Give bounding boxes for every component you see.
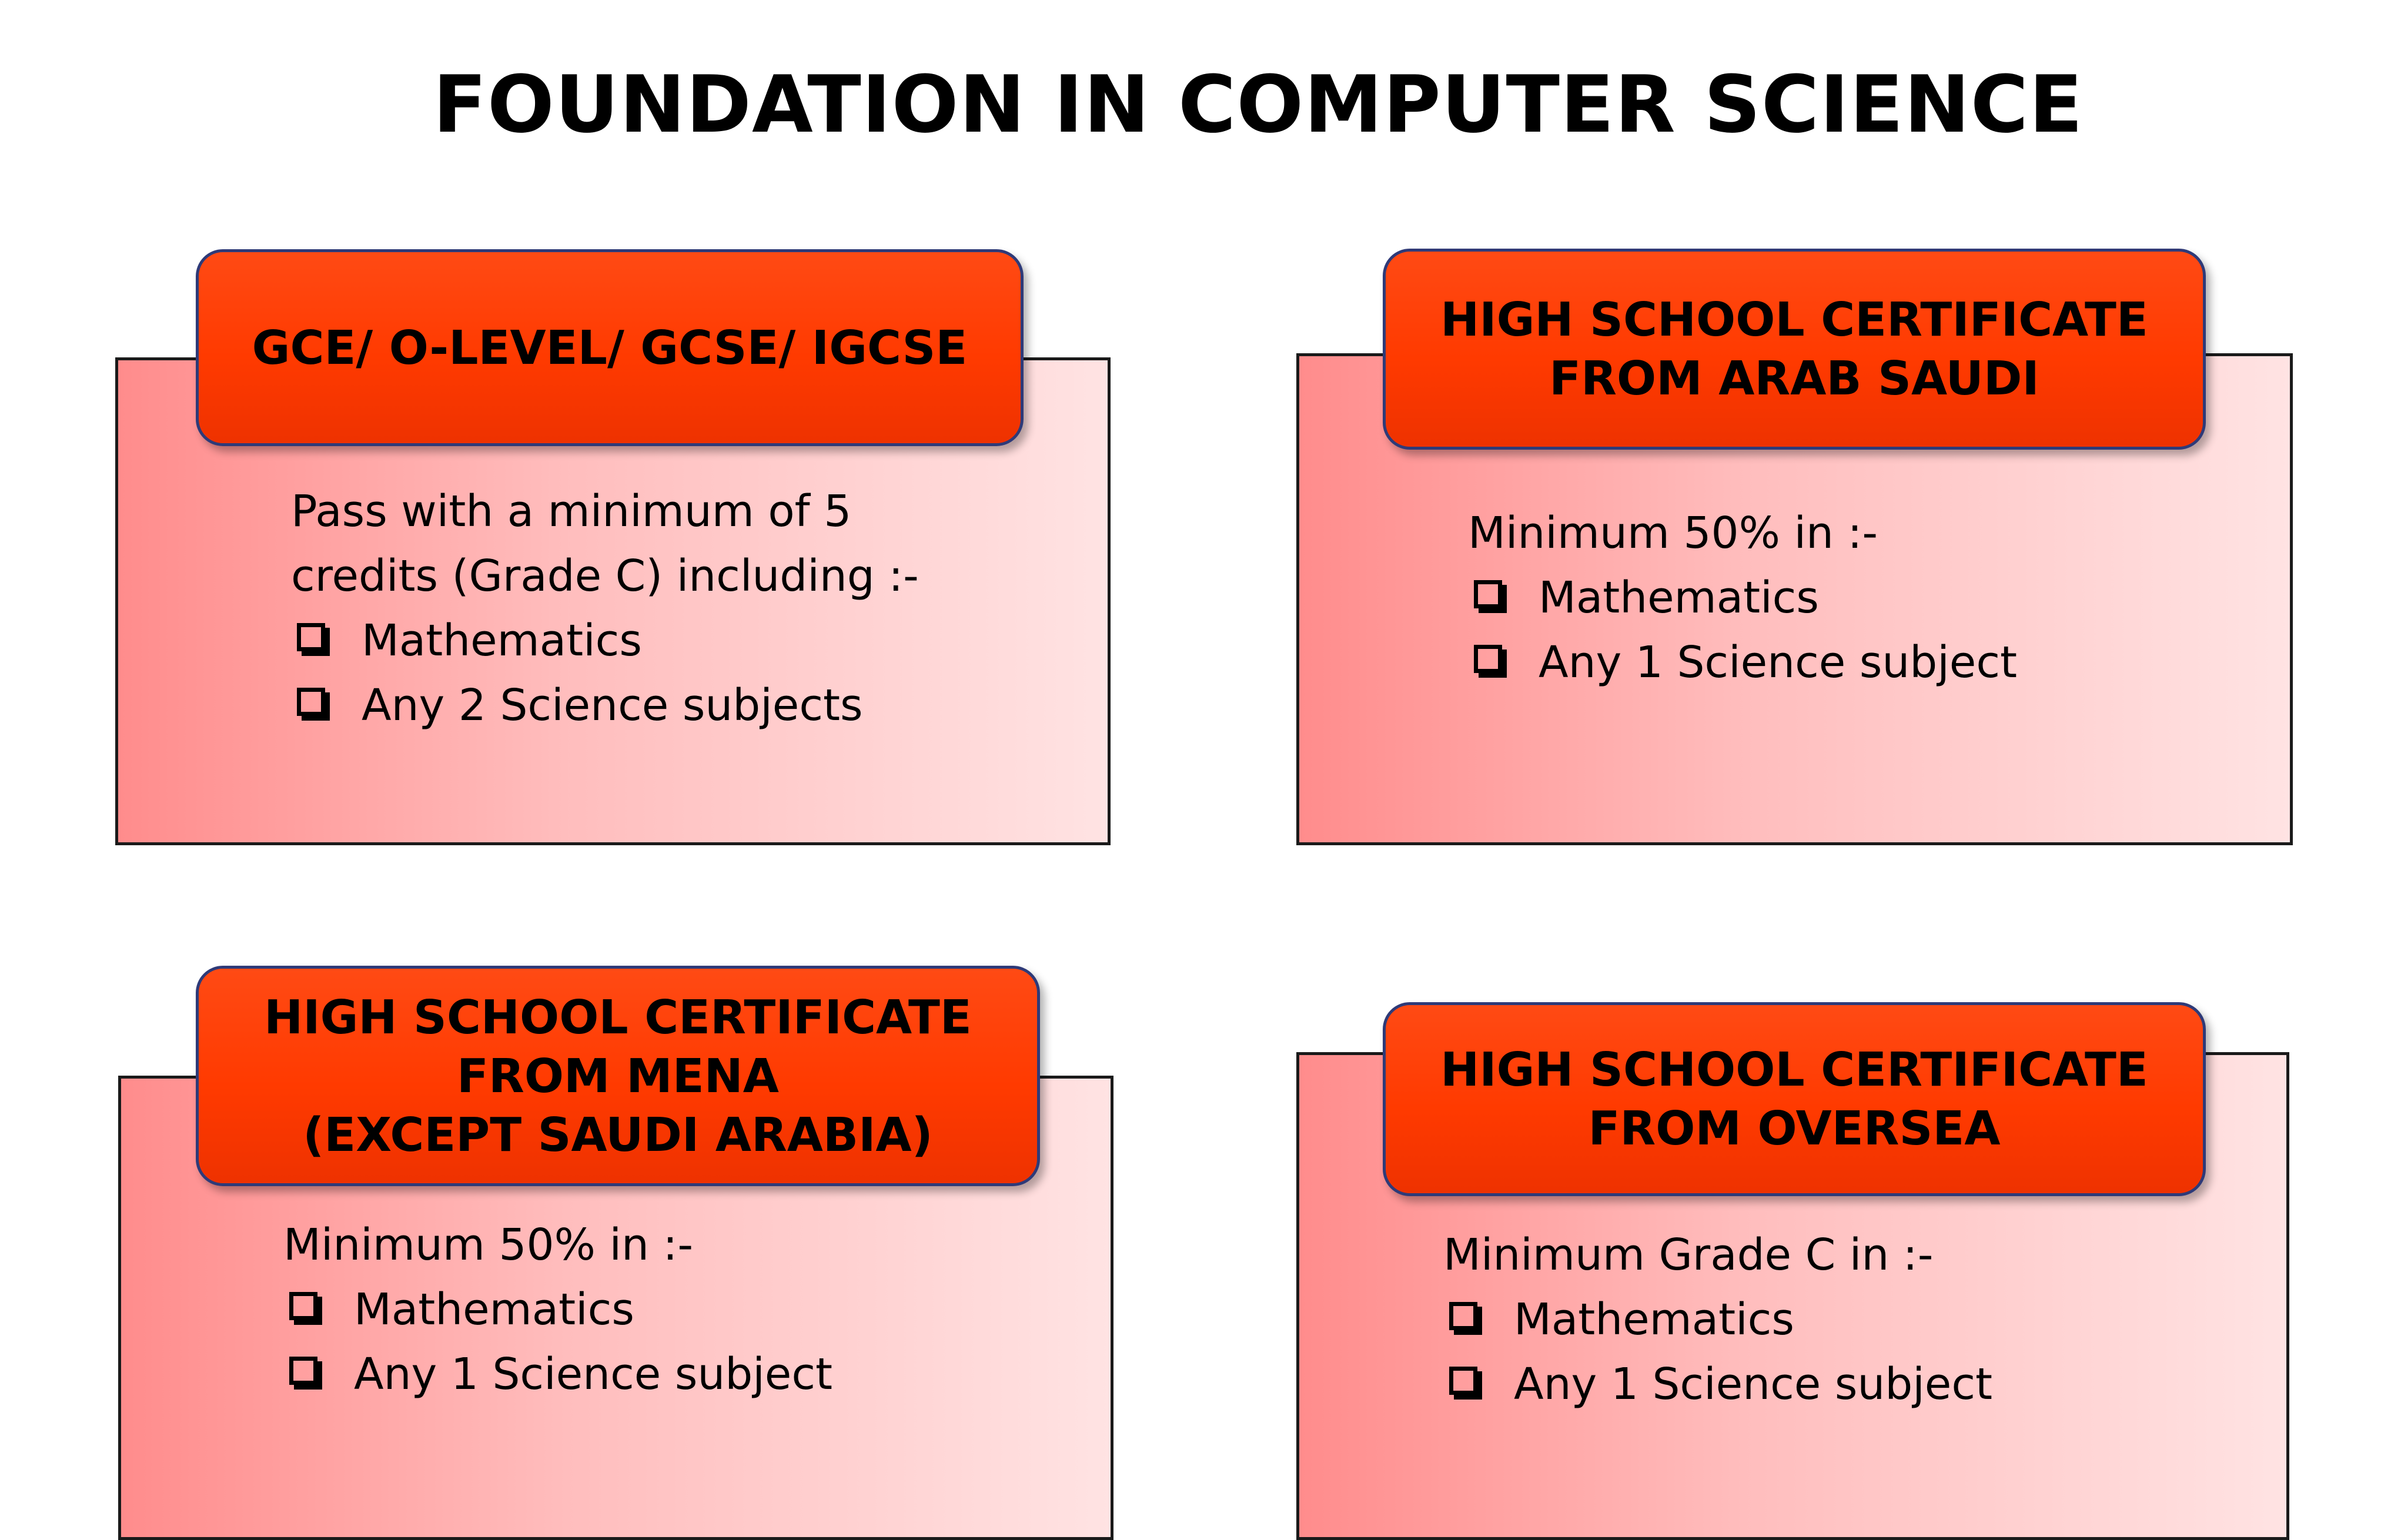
card-oversea-header [1383,1002,2206,1196]
card-gce-intro-line-2: credits (Grade C) including :- [291,551,919,601]
checkbox-icon [289,1292,317,1320]
checkbox-icon [1474,645,1502,673]
card-arab-saudi-header [1383,249,2206,450]
card-gce-intro-line-1: Pass with a minimum of 5 [291,486,852,537]
list-item [1468,565,2017,630]
list-item-label: Mathematics [1539,573,1819,623]
list-item [1468,630,2017,695]
checkbox-icon [289,1357,317,1385]
card-gce-body [291,479,919,738]
list-item-label: Mathematics [354,1284,634,1335]
page-title: FOUNDATION IN COMPUTER SCIENCE [433,59,2084,150]
card-mena-header [196,966,1040,1186]
list-item [1443,1352,1992,1417]
checkbox-icon [1449,1302,1477,1330]
list-item-label: Mathematics [362,615,642,666]
checkbox-icon [1474,580,1502,608]
card-arab-saudi-header-text: HIGH SCHOOL CERTIFICATE FROM ARAB SAUDI [1440,293,2148,406]
list-item-label: Any 1 Science subject [1514,1359,1993,1410]
card-arab-saudi-intro-line-1: Minimum 50% in :- [1468,508,1878,558]
card-mena-header-text: HIGH SCHOOL CERTIFICATE FROM MENA (EXCEPT SAUDI ARABIA) [264,990,972,1162]
checkbox-icon [297,623,325,651]
card-mena-body [283,1213,832,1407]
list-item [291,673,919,738]
list-item [283,1277,832,1342]
list-item-label: Any 2 Science subjects [362,680,863,731]
checkbox-icon [1449,1367,1477,1395]
card-mena-intro-line-1: Minimum 50% in :- [283,1220,694,1270]
list-item [1443,1287,1992,1352]
card-oversea-intro-line-1: Minimum Grade C in :- [1443,1230,1934,1280]
card-gce-header [196,249,1024,446]
list-item-label: Any 1 Science subject [354,1349,833,1400]
list-item [283,1342,832,1407]
card-oversea-header-text: HIGH SCHOOL CERTIFICATE FROM OVERSEA [1440,1043,2148,1156]
list-item [291,608,919,673]
card-oversea-body [1443,1223,1992,1417]
list-item-label: Any 1 Science subject [1539,637,2018,688]
card-gce-header-text: GCE/ O-LEVEL/ GCSE/ IGCSE [252,320,968,375]
list-item-label: Mathematics [1514,1294,1794,1345]
card-arab-saudi-body [1468,501,2017,695]
checkbox-icon [297,688,325,716]
